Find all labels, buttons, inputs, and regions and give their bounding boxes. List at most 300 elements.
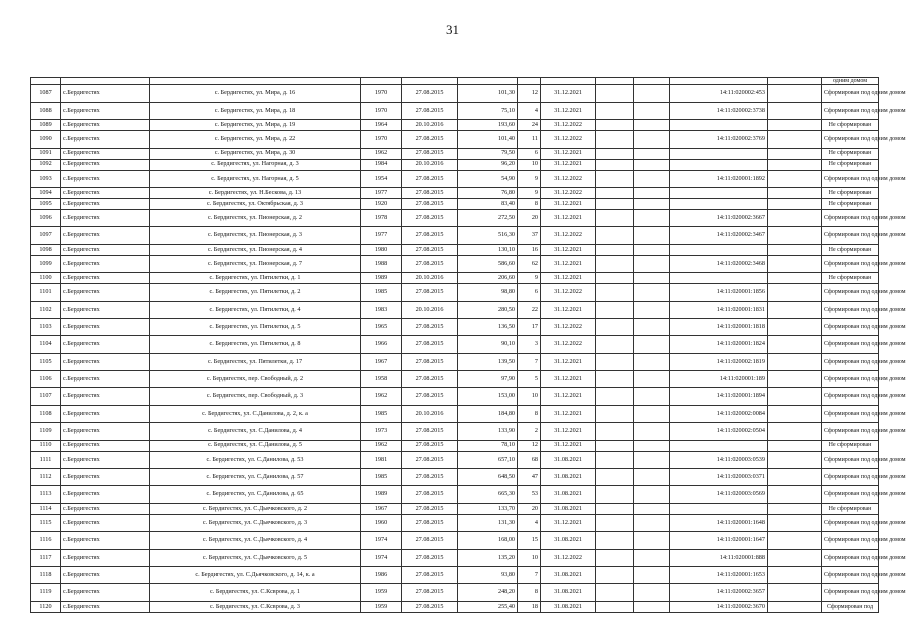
- row-number-cell: 1088: [31, 102, 61, 119]
- cadastre-number-cell: 14:11:020002:3667: [670, 209, 768, 226]
- settlement-cell: с.Бердигестях: [61, 405, 150, 422]
- cadastre-number-cell: 14:11:020003:0371: [670, 469, 768, 486]
- residents-count-cell: 68: [518, 451, 541, 468]
- address-cell: с. Бердигестях, пер. Свободный, д. 3: [150, 388, 361, 405]
- status-cell: Сформирован под одним домом: [822, 486, 879, 503]
- row-number-cell: 1101: [31, 284, 61, 301]
- row-number-cell: 1108: [31, 405, 61, 422]
- empty-cell: [768, 318, 822, 335]
- area-cell: 78,10: [458, 440, 518, 451]
- empty-cell: [768, 209, 822, 226]
- residents-count-cell: 9: [518, 273, 541, 284]
- date-cell: 27.08.2015: [402, 198, 458, 209]
- address-cell: с. Бердигестях, ул. Нагорная, д. 5: [150, 170, 361, 187]
- due-date-cell: 31.12.2021: [541, 440, 596, 451]
- residents-count-cell: 24: [518, 120, 541, 131]
- due-date-cell: 31.12.2021: [541, 301, 596, 318]
- build-year-cell: 1970: [361, 85, 402, 102]
- table-row: [31, 301, 879, 318]
- cadastre-number-cell: [670, 187, 768, 198]
- cadastre-number-cell: [670, 148, 768, 159]
- status-cell: Не сформирован: [822, 244, 879, 255]
- address-cell: с. Бердигестях, ул. Пятилетки, д. 17: [150, 353, 361, 370]
- settlement-cell: с.Бердигестях: [61, 549, 150, 566]
- empty-cell: [634, 148, 670, 159]
- empty-cell: [634, 503, 670, 514]
- empty-cell: [596, 120, 634, 131]
- date-cell: 27.08.2015: [402, 567, 458, 584]
- residents-count-cell: 6: [518, 284, 541, 301]
- due-date-cell: 31.08.2021: [541, 469, 596, 486]
- cadastre-number-cell: 14:11:020001:1653: [670, 567, 768, 584]
- settlement-cell: с.Бердигестях: [61, 120, 150, 131]
- empty-cell: [634, 353, 670, 370]
- row-number-cell: 1115: [31, 514, 61, 531]
- status-cell: Сформирован под одним домом: [822, 451, 879, 468]
- build-year-cell: 1959: [361, 601, 402, 612]
- empty-cell: [768, 584, 822, 601]
- date-cell: 27.08.2015: [402, 336, 458, 353]
- area-cell: 206,60: [458, 273, 518, 284]
- table-row: [31, 244, 879, 255]
- empty-cell: [768, 532, 822, 549]
- build-year-cell: 1967: [361, 503, 402, 514]
- table-row: [31, 159, 879, 170]
- settlement-cell: с.Бердигестях: [61, 301, 150, 318]
- cadastre-number-cell: [670, 503, 768, 514]
- date-cell: 27.08.2015: [402, 371, 458, 388]
- cadastre-number-cell: [670, 198, 768, 209]
- date-cell: 27.08.2015: [402, 440, 458, 451]
- empty-cell: [634, 170, 670, 187]
- empty-cell: [768, 451, 822, 468]
- empty-cell: [768, 159, 822, 170]
- cadastre-number-cell: 14:11:020002:3467: [670, 227, 768, 244]
- due-date-cell: 31.08.2021: [541, 532, 596, 549]
- settlement-cell: с.Бердигестях: [61, 503, 150, 514]
- settlement-cell: с.Бердигестях: [61, 388, 150, 405]
- table-row: [31, 423, 879, 440]
- address-cell: с. Бердигестях, пер. Свободный, д. 2: [150, 371, 361, 388]
- empty-cell: [634, 284, 670, 301]
- residents-count-cell: 20: [518, 209, 541, 226]
- cadastre-number-cell: [670, 244, 768, 255]
- residents-count-cell: 10: [518, 159, 541, 170]
- empty-cell: [596, 198, 634, 209]
- date-cell: 20.10.2016: [402, 273, 458, 284]
- address-cell: с. Бердигестях, ул. Пятилетки, д. 2: [150, 284, 361, 301]
- page-number: 31: [446, 22, 459, 37]
- residents-count-cell: 8: [518, 584, 541, 601]
- status-cell: Сформирован под одним домом: [822, 405, 879, 422]
- date-cell: 27.08.2015: [402, 469, 458, 486]
- empty-cell: [634, 336, 670, 353]
- date-cell: 27.08.2015: [402, 102, 458, 119]
- due-date-cell: 31.12.2021: [541, 371, 596, 388]
- residents-count-cell: 18: [518, 601, 541, 612]
- date-cell: 27.08.2015: [402, 318, 458, 335]
- table-row: [31, 318, 879, 335]
- address-cell: с. Бердигестях, ул. С.Дьячковского, д. 5: [150, 549, 361, 566]
- empty-cell: [634, 584, 670, 601]
- area-cell: 97,90: [458, 371, 518, 388]
- status-cell: Сформирован под одним домом: [822, 255, 879, 272]
- empty-cell: [634, 159, 670, 170]
- address-cell: с. Бердигестях, ул. С.Ксврова, д. 1: [150, 584, 361, 601]
- status-cell: Сформирован под одним домом: [822, 584, 879, 601]
- date-cell: 27.08.2015: [402, 549, 458, 566]
- due-date-cell: 31.08.2021: [541, 584, 596, 601]
- settlement-cell: с.Бердигестях: [61, 336, 150, 353]
- empty-cell: [634, 405, 670, 422]
- due-date-cell: 31.08.2021: [541, 601, 596, 612]
- status-cell: Сформирован под одним домом: [822, 301, 879, 318]
- area-cell: 93,80: [458, 567, 518, 584]
- build-year-cell: 1983: [361, 301, 402, 318]
- area-cell: 586,60: [458, 255, 518, 272]
- due-date-cell: 31.12.2021: [541, 273, 596, 284]
- build-year-cell: 1985: [361, 469, 402, 486]
- empty-cell: [634, 318, 670, 335]
- row-number-cell: 1089: [31, 120, 61, 131]
- cadastre-number-cell: 14:11:020002:3769: [670, 131, 768, 148]
- settlement-cell: с.Бердигестях: [61, 318, 150, 335]
- due-date-cell: 31.12.2021: [541, 102, 596, 119]
- row-number-cell: 1107: [31, 388, 61, 405]
- empty-cell: [634, 198, 670, 209]
- empty-cell: [634, 227, 670, 244]
- empty-cell: [768, 85, 822, 102]
- date-cell: 20.10.2016: [402, 159, 458, 170]
- empty-cell: [768, 486, 822, 503]
- settlement-cell: с.Бердигестях: [61, 187, 150, 198]
- row-number-cell: 1100: [31, 273, 61, 284]
- empty-cell: [596, 244, 634, 255]
- date-cell: 27.08.2015: [402, 131, 458, 148]
- row-number-cell: 1099: [31, 255, 61, 272]
- cadastre-number-cell: [670, 120, 768, 131]
- status-cell: Не сформирован: [822, 440, 879, 451]
- empty-cell: [768, 244, 822, 255]
- due-date-cell: 31.08.2021: [541, 451, 596, 468]
- date-cell: 27.08.2015: [402, 388, 458, 405]
- empty-cell: [596, 273, 634, 284]
- residents-count-cell: 4: [518, 102, 541, 119]
- table-row: [31, 532, 879, 549]
- row-number-cell: 1116: [31, 532, 61, 549]
- status-cell: Сформирован под одним домом: [822, 85, 879, 102]
- due-date-cell: 31.12.2022: [541, 170, 596, 187]
- cadastre-number-cell: 14:11:020002:3468: [670, 255, 768, 272]
- address-cell: с. Бердигестях, ул. С.Дьячковского, д. 4: [150, 532, 361, 549]
- empty-cell: [634, 440, 670, 451]
- area-cell: 75,10: [458, 102, 518, 119]
- address-cell: с. Бердигестях, ул. С.Дьячковского, д. 3: [150, 514, 361, 531]
- row-number-cell: 1110: [31, 440, 61, 451]
- build-year-cell: 1974: [361, 532, 402, 549]
- area-cell: 136,50: [458, 318, 518, 335]
- area-cell: 657,10: [458, 451, 518, 468]
- status-cell: Не сформирован: [822, 120, 879, 131]
- row-number-cell: 1111: [31, 451, 61, 468]
- status-cell: Не сформирован: [822, 503, 879, 514]
- row-number-cell: 1091: [31, 148, 61, 159]
- cadastre-number-cell: [670, 440, 768, 451]
- build-year-cell: 1977: [361, 227, 402, 244]
- settlement-cell: с.Бердигестях: [61, 102, 150, 119]
- row-number-cell: 1120: [31, 601, 61, 612]
- build-year-cell: 1966: [361, 336, 402, 353]
- date-cell: 27.08.2015: [402, 148, 458, 159]
- row-number-cell: 1105: [31, 353, 61, 370]
- settlement-cell: с.Бердигестях: [61, 198, 150, 209]
- date-cell: 27.08.2015: [402, 255, 458, 272]
- status-cell: одним домом: [822, 78, 879, 85]
- empty-cell: [596, 549, 634, 566]
- row-number-cell: 1117: [31, 549, 61, 566]
- cadastre-number-cell: 14:11:020001:1856: [670, 284, 768, 301]
- due-date-cell: 31.12.2021: [541, 514, 596, 531]
- due-date-cell: 31.12.2021: [541, 209, 596, 226]
- status-cell: Сформирован под одним домом: [822, 131, 879, 148]
- empty-cell: [768, 549, 822, 566]
- residents-count-cell: 22: [518, 301, 541, 318]
- empty-cell: [634, 85, 670, 102]
- area-cell: 133,90: [458, 423, 518, 440]
- row-number-cell: 1114: [31, 503, 61, 514]
- area-cell: 168,00: [458, 532, 518, 549]
- due-date-cell: 31.12.2022: [541, 336, 596, 353]
- due-date-cell: 31.12.2022: [541, 318, 596, 335]
- date-cell: 27.08.2015: [402, 423, 458, 440]
- status-cell: Сформирован под одним домом: [822, 469, 879, 486]
- settlement-cell: с.Бердигестях: [61, 131, 150, 148]
- residents-count-cell: 20: [518, 503, 541, 514]
- cadastre-number-cell: 14:11:020003:0539: [670, 451, 768, 468]
- settlement-cell: с.Бердигестях: [61, 514, 150, 531]
- address-cell: с. Бердигестях, ул. Нагорная, д. 3: [150, 159, 361, 170]
- empty-cell: [634, 601, 670, 612]
- build-year-cell: 1984: [361, 159, 402, 170]
- row-number-cell: 1096: [31, 209, 61, 226]
- residents-count-cell: 9: [518, 170, 541, 187]
- table-row: [31, 514, 879, 531]
- build-year-cell: 1960: [361, 514, 402, 531]
- settlement-cell: с.Бердигестях: [61, 148, 150, 159]
- build-year-cell: 1978: [361, 209, 402, 226]
- empty-cell: [596, 227, 634, 244]
- residents-count-cell: 3: [518, 336, 541, 353]
- table-row: [31, 405, 879, 422]
- settlement-cell: с.Бердигестях: [61, 159, 150, 170]
- empty-cell: [768, 102, 822, 119]
- build-year-cell: 1977: [361, 187, 402, 198]
- status-cell: Не сформирован: [822, 198, 879, 209]
- date-cell: 27.08.2015: [402, 244, 458, 255]
- empty-cell: [768, 601, 822, 612]
- area-cell: 648,50: [458, 469, 518, 486]
- due-date-cell: 31.12.2021: [541, 244, 596, 255]
- empty-cell: [768, 170, 822, 187]
- residents-count-cell: 8: [518, 198, 541, 209]
- build-year-cell: 1964: [361, 120, 402, 131]
- build-year-cell: 1958: [361, 371, 402, 388]
- table-row: [31, 567, 879, 584]
- empty-cell: [596, 301, 634, 318]
- empty-cell: [768, 423, 822, 440]
- area-cell: 90,10: [458, 336, 518, 353]
- settlement-cell: с.Бердигестях: [61, 284, 150, 301]
- status-cell: Не сформирован: [822, 273, 879, 284]
- empty-cell: [596, 187, 634, 198]
- settlement-cell: с.Бердигестях: [61, 584, 150, 601]
- settlement-cell: с.Бердигестях: [61, 273, 150, 284]
- cadastre-number-cell: 14:11:020002:0084: [670, 405, 768, 422]
- empty-cell: [596, 336, 634, 353]
- build-year-cell: 1920: [361, 198, 402, 209]
- empty-cell: [596, 388, 634, 405]
- empty-cell: [596, 85, 634, 102]
- address-cell: с. Бердигестях, ул. С.Ксврова, д. 3: [150, 601, 361, 612]
- empty-cell: [596, 159, 634, 170]
- cadastre-number-cell: 14:11:020001:1831: [670, 301, 768, 318]
- date-cell: 27.08.2015: [402, 187, 458, 198]
- empty-cell: [596, 601, 634, 612]
- settlement-cell: с.Бердигестях: [61, 85, 150, 102]
- address-cell: с. Бердигестях, ул. Пятилетки, д. 4: [150, 301, 361, 318]
- empty-cell: [768, 388, 822, 405]
- residents-count-cell: 2: [518, 423, 541, 440]
- cadastre-number-cell: 14:11:020002:1819: [670, 353, 768, 370]
- row-number-cell: 1113: [31, 486, 61, 503]
- table-row: [31, 170, 879, 187]
- area-cell: 255,40: [458, 601, 518, 612]
- residents-count-cell: 10: [518, 388, 541, 405]
- build-year-cell: 1973: [361, 423, 402, 440]
- address-cell: с. Бердигестях, ул. Пионерская, д. 4: [150, 244, 361, 255]
- table-row: [31, 469, 879, 486]
- empty-cell: [634, 451, 670, 468]
- residents-count-cell: 4: [518, 514, 541, 531]
- registry-body: [31, 78, 906, 613]
- empty-cell: [768, 255, 822, 272]
- status-cell: Сформирован под одним домом: [822, 549, 879, 566]
- empty-cell: [768, 371, 822, 388]
- table-row: [31, 371, 879, 388]
- empty-cell: [634, 131, 670, 148]
- address-cell: с. Бердигестях, ул. С.Данилова, д. 4: [150, 423, 361, 440]
- table-row: [31, 503, 879, 514]
- area-cell: 130,10: [458, 244, 518, 255]
- empty-cell: [596, 209, 634, 226]
- build-year-cell: 1989: [361, 273, 402, 284]
- table-row: [31, 255, 879, 272]
- date-cell: 27.08.2015: [402, 170, 458, 187]
- address-cell: с. Бердигестях, ул. Пионерская, д. 7: [150, 255, 361, 272]
- area-cell: 665,30: [458, 486, 518, 503]
- address-cell: с. Бердигестях, ул. С.Дьячковского, д. 14, к. а: [150, 567, 361, 584]
- residents-count-cell: 8: [518, 405, 541, 422]
- residents-count-cell: 6: [518, 148, 541, 159]
- status-cell: Не сформирован: [822, 159, 879, 170]
- area-cell: 280,50: [458, 301, 518, 318]
- status-cell: Сформирован под одним домом: [822, 284, 879, 301]
- residents-count-cell: 10: [518, 549, 541, 566]
- date-cell: 27.08.2015: [402, 584, 458, 601]
- address-cell: с. Бердигестях, ул. С.Данилова, д. 65: [150, 486, 361, 503]
- status-cell: Сформирован под одним домом: [822, 532, 879, 549]
- empty-cell: [596, 451, 634, 468]
- area-cell: 96,20: [458, 159, 518, 170]
- build-year-cell: 1986: [361, 567, 402, 584]
- empty-cell: [768, 273, 822, 284]
- due-date-cell: 31.12.2022: [541, 131, 596, 148]
- cadastre-number-cell: [670, 159, 768, 170]
- cadastre-number-cell: 14:11:020001:1648: [670, 514, 768, 531]
- cadastre-number-cell: 14:11:020002:0504: [670, 423, 768, 440]
- due-date-cell: 31.12.2021: [541, 353, 596, 370]
- build-year-cell: 1965: [361, 318, 402, 335]
- empty-cell: [596, 503, 634, 514]
- area-cell: 133,70: [458, 503, 518, 514]
- empty-cell: [596, 469, 634, 486]
- cadastre-number-cell: 14:11:020002:3657: [670, 584, 768, 601]
- due-date-cell: 31.08.2021: [541, 503, 596, 514]
- date-cell: 27.08.2015: [402, 284, 458, 301]
- settlement-cell: с.Бердигестях: [61, 227, 150, 244]
- table-row: [31, 284, 879, 301]
- due-date-cell: 31.12.2021: [541, 423, 596, 440]
- date-cell: 20.10.2016: [402, 120, 458, 131]
- address-cell: с. Бердигестях, ул. Мира, д. 18: [150, 102, 361, 119]
- address-cell: с. Бердигестях, ул. Пионерская, д. 3: [150, 227, 361, 244]
- date-cell: 27.08.2015: [402, 227, 458, 244]
- empty-cell: [596, 567, 634, 584]
- table-row: [31, 148, 879, 159]
- empty-cell: [634, 187, 670, 198]
- empty-cell: [768, 148, 822, 159]
- empty-cell: [596, 148, 634, 159]
- settlement-cell: с.Бердигестях: [61, 170, 150, 187]
- build-year-cell: 1985: [361, 405, 402, 422]
- empty-cell: [596, 255, 634, 272]
- cadastre-number-cell: 14:11:020003:0569: [670, 486, 768, 503]
- address-cell: с. Бердигестях, ул. Мира, д. 16: [150, 85, 361, 102]
- build-year-cell: 1962: [361, 388, 402, 405]
- due-date-cell: 31.12.2022: [541, 120, 596, 131]
- due-date-cell: 31.12.2021: [541, 159, 596, 170]
- empty-cell: [634, 423, 670, 440]
- date-cell: 27.08.2015: [402, 601, 458, 612]
- empty-cell: [768, 567, 822, 584]
- address-cell: с. Бердигестях, ул. С.Данилова, д. 5: [150, 440, 361, 451]
- table-row: [31, 486, 879, 503]
- settlement-cell: с.Бердигестях: [61, 423, 150, 440]
- empty-cell: [634, 486, 670, 503]
- status-cell: Сформирован под одним домом: [822, 514, 879, 531]
- area-cell: 135,20: [458, 549, 518, 566]
- row-number-cell: 1098: [31, 244, 61, 255]
- status-cell: Сформирован под одним домом: [822, 423, 879, 440]
- date-cell: 27.08.2015: [402, 503, 458, 514]
- empty-cell: [596, 371, 634, 388]
- empty-cell: [634, 209, 670, 226]
- empty-cell: [768, 440, 822, 451]
- build-year-cell: 1989: [361, 486, 402, 503]
- residents-count-cell: 7: [518, 567, 541, 584]
- residents-count-cell: 12: [518, 440, 541, 451]
- row-number-cell: 1102: [31, 301, 61, 318]
